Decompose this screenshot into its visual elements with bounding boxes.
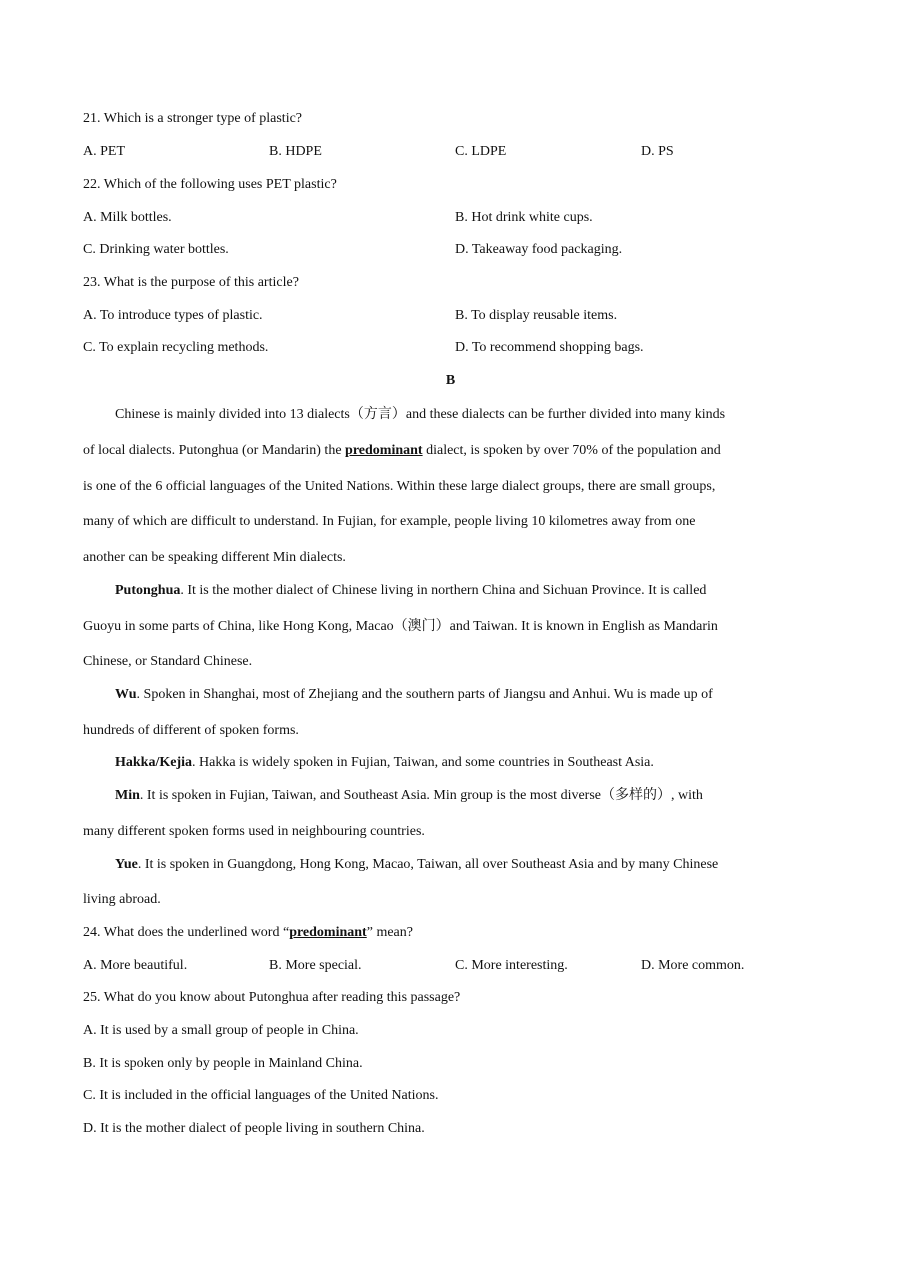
question-25-option-d: D. It is the mother dialect of people living in southern China. bbox=[83, 1121, 425, 1136]
question-24-stem-end: ” mean? bbox=[366, 925, 413, 940]
question-24-option-a: A. More beautiful. bbox=[83, 958, 188, 973]
question-24-option-c: C. More interesting. bbox=[455, 958, 568, 973]
question-23-stem: 23. What is the purpose of this article? bbox=[83, 275, 299, 290]
yue-line-2: living abroad. bbox=[83, 892, 161, 907]
putonghua-line-1 bbox=[115, 581, 706, 601]
question-25-stem: 25. What do you know about Putonghua after reading this passage? bbox=[83, 990, 461, 1005]
question-23-option-c: C. To explain recycling methods. bbox=[83, 340, 269, 355]
intro-line-2 bbox=[83, 441, 721, 461]
question-23-option-b: B. To display reusable items. bbox=[455, 308, 618, 323]
question-24-stem bbox=[83, 923, 413, 943]
question-23-option-d: D. To recommend shopping bags. bbox=[455, 340, 644, 355]
question-21-option-d: D. PS bbox=[641, 144, 674, 159]
question-25-option-b: B. It is spoken only by people in Mainland China. bbox=[83, 1056, 363, 1071]
hakka-line-1 bbox=[115, 753, 654, 773]
min-line-1 bbox=[115, 786, 703, 806]
question-22-option-a: A. Milk bottles. bbox=[83, 210, 172, 225]
wu-name: Wu bbox=[115, 687, 137, 702]
question-25-option-c: C. It is included in the official languages of the United Nations. bbox=[83, 1088, 439, 1103]
question-21-option-b: B. HDPE bbox=[269, 144, 322, 159]
intro-line-3: is one of the 6 official languages of the United Nations. Within these large dialect groups, there are small groups, bbox=[83, 479, 716, 494]
hakka-name: Hakka/Kejia bbox=[115, 755, 193, 770]
question-24-option-b: B. More special. bbox=[269, 958, 362, 973]
wu-line-1 bbox=[115, 685, 713, 705]
question-21-option-a: A. PET bbox=[83, 144, 125, 159]
wu-text-1: . Spoken in Shanghai, most of Zhejiang and the southern parts of Jiangsu and Anhui. Wu is made up of bbox=[136, 687, 713, 702]
underlined-word-predominant: predominant bbox=[345, 443, 423, 458]
question-21-stem: 21. Which is a stronger type of plastic? bbox=[83, 111, 303, 126]
section-b-heading: B bbox=[445, 373, 456, 388]
min-name: Min bbox=[115, 788, 140, 803]
question-22-option-b: B. Hot drink white cups. bbox=[455, 210, 593, 225]
question-24-option-d: D. More common. bbox=[641, 958, 745, 973]
putonghua-name: Putonghua bbox=[115, 583, 181, 598]
question-21-option-c: C. LDPE bbox=[455, 144, 507, 159]
question-24-underlined-word: predominant bbox=[289, 925, 367, 940]
question-22-option-d: D. Takeaway food packaging. bbox=[455, 242, 623, 257]
yue-line-1 bbox=[115, 855, 718, 875]
intro-line-2-start: of local dialects. Putonghua (or Mandarin) the bbox=[83, 443, 346, 458]
yue-text-1: . It is spoken in Guangdong, Hong Kong, Macao, Taiwan, all over Southeast Asia and by many Chinese bbox=[137, 857, 719, 872]
yue-name: Yue bbox=[115, 857, 138, 872]
question-22-stem: 22. Which of the following uses PET plastic? bbox=[83, 177, 337, 192]
putonghua-line-2: Guoyu in some parts of China, like Hong Kong, Macao（澳门）and Taiwan. It is known in English as Mandarin bbox=[83, 619, 718, 634]
question-24-stem-start: 24. What does the underlined word “ bbox=[83, 925, 290, 940]
intro-line-1: Chinese is mainly divided into 13 dialects（方言）and these dialects can be further divided into many kinds bbox=[115, 407, 726, 422]
wu-line-2: hundreds of different of spoken forms. bbox=[83, 723, 299, 738]
intro-line-4: many of which are difficult to understand. In Fujian, for example, people living 10 kilometres away from one bbox=[83, 514, 696, 529]
question-22-option-c: C. Drinking water bottles. bbox=[83, 242, 229, 257]
putonghua-line-3: Chinese, or Standard Chinese. bbox=[83, 654, 253, 669]
hakka-text-1: . Hakka is widely spoken in Fujian, Taiwan, and some countries in Southeast Asia. bbox=[192, 755, 654, 770]
question-23-option-a: A. To introduce types of plastic. bbox=[83, 308, 263, 323]
question-25-option-a: A. It is used by a small group of people in China. bbox=[83, 1023, 359, 1038]
intro-line-5: another can be speaking different Min dialects. bbox=[83, 550, 346, 565]
intro-line-2-end: dialect, is spoken by over 70% of the population and bbox=[422, 443, 721, 458]
min-text-1: . It is spoken in Fujian, Taiwan, and Southeast Asia. Min group is the most diverse（多样的）, with bbox=[139, 788, 703, 803]
putonghua-text-1: . It is the mother dialect of Chinese living in northern China and Sichuan Province. It is called bbox=[180, 583, 707, 598]
min-line-2: many different spoken forms used in neighbouring countries. bbox=[83, 824, 425, 839]
